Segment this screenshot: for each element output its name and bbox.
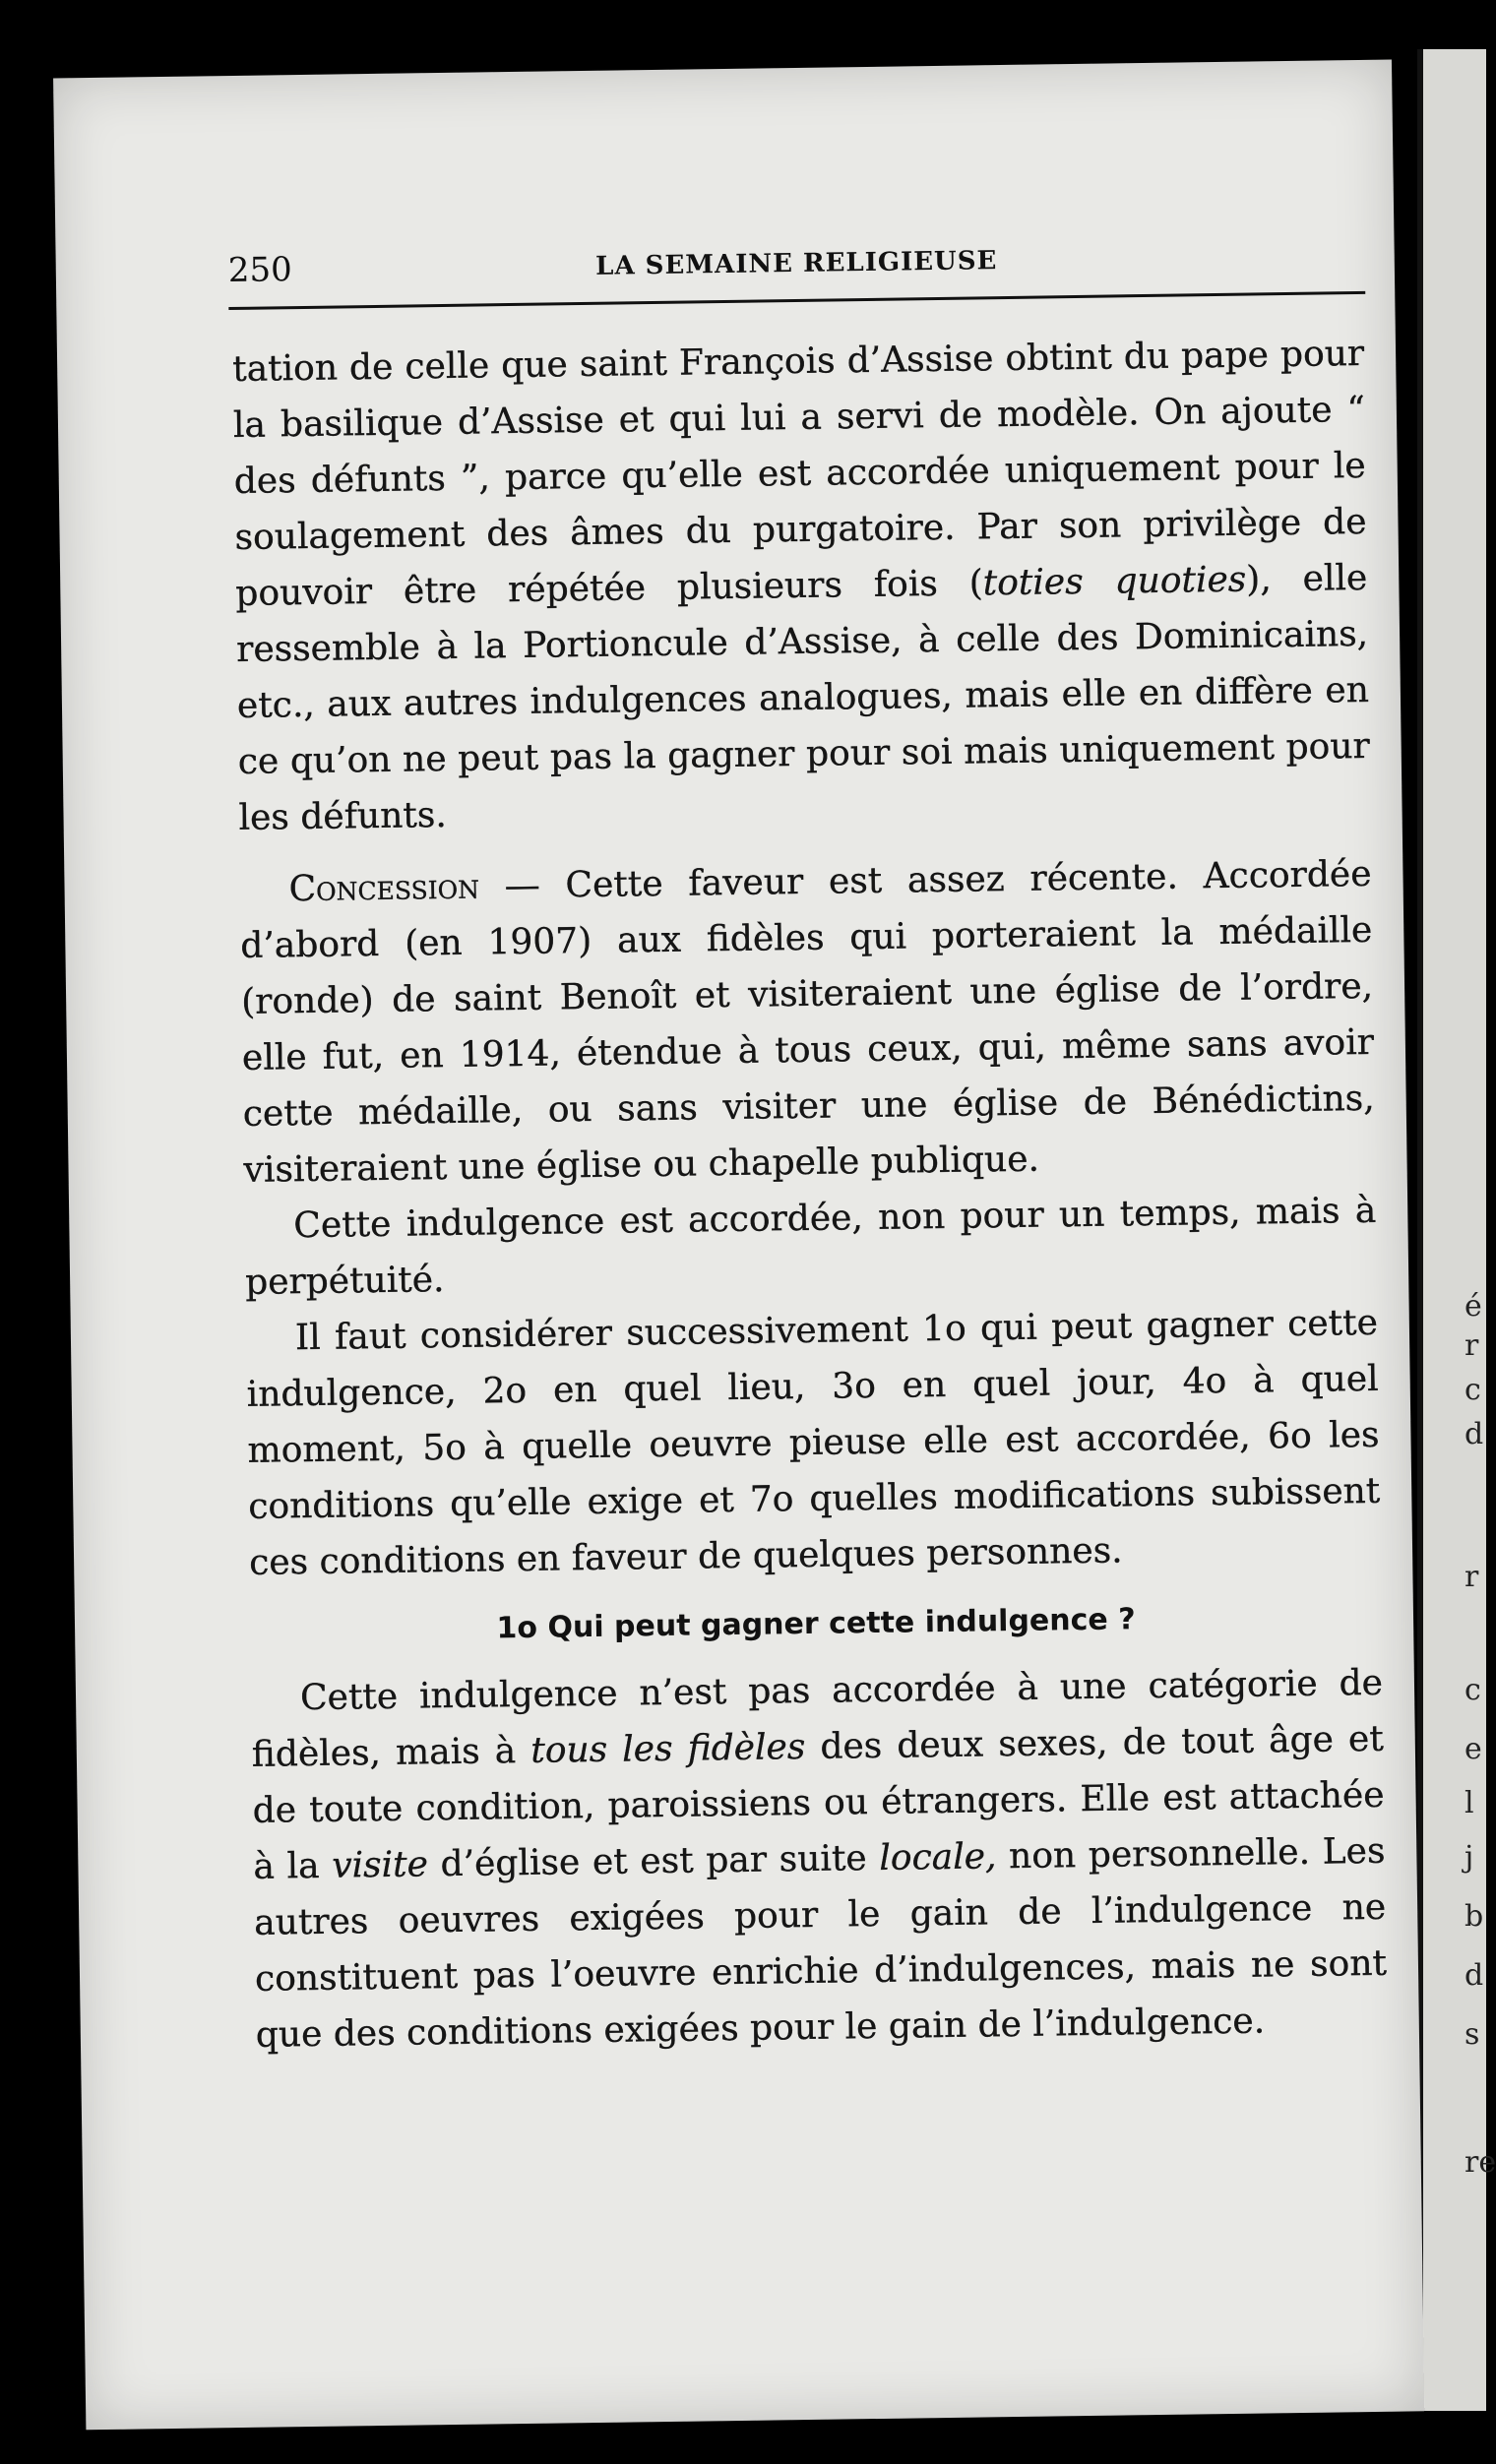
- section-heading: 1o Qui peut gagner cette indulgence ?: [496, 1602, 1136, 1646]
- italic-phrase: toties quoties: [982, 559, 1247, 604]
- running-head: LA SEMAINE RELIGIEUSE: [594, 246, 998, 281]
- page-body: [232, 326, 1388, 2064]
- italic-phrase: tous les fidèles: [530, 1726, 806, 1771]
- edge-letter: j: [1465, 1840, 1474, 1875]
- paragraph-text: non personnelle. Les autres oeuvres exigées pour le gain de l’indulgence ne constituent pas l’oeuvre enrichie d’indulgences, mais ne sont que des conditions exigées pour le gain de l’indulgence.: [253, 1830, 1388, 2056]
- paragraph-continuation: [232, 326, 1371, 846]
- edge-letter: s: [1465, 2017, 1480, 2052]
- edge-letter: d: [1465, 1958, 1484, 1993]
- section-label: Concession: [288, 866, 480, 910]
- paragraph-outline: Il faut considérer successivement 1o qui peut gagner cette indulgence, 2o en quel lieu, 3o en quel jour, 4o à quel moment, 5o à quelle oeuvre pieuse elle est accordée, 6o les conditions qu’elle exige et 7o quelles modifications subissent ces conditions en faveur de quelques personnes.: [246, 1302, 1381, 1583]
- edge-letter: re: [1465, 2145, 1496, 2180]
- edge-letter: c: [1465, 1373, 1481, 1407]
- paragraph-text: — Cette faveur est assez récente. Accordée d’abord (en 1907) aux fidèles qui porteraient la médaille (ronde) de saint Benoît et visiteraient une église de l’ordre, elle fut, en 1914, étendue à tous ceux, qui, même sans avoir cette médaille, ou sans visiter une église de Bénédictins, visiteraient une église ou chapelle publique.: [240, 853, 1375, 1191]
- page-number: 250: [227, 250, 292, 291]
- edge-letter: d: [1465, 1417, 1484, 1451]
- edge-letter: é: [1465, 1289, 1482, 1324]
- edge-letter: l: [1465, 1786, 1474, 1820]
- paragraph-text: Cette indulgence n’est pas accordée à une catégorie de fidèles, mais à: [251, 1662, 1384, 1775]
- paragraph-text: des deux sexes, de tout âge et de toute condition, paroissiens ou étrangers. Elle est attachée à la: [252, 1718, 1385, 1887]
- scanned-page: [53, 60, 1424, 2431]
- italic-phrase: locale,: [879, 1836, 997, 1879]
- italic-phrase: visite: [332, 1844, 429, 1886]
- paragraph-who: [251, 1655, 1388, 2064]
- page-header: [228, 235, 1366, 300]
- paragraph-perpetuity: Cette indulgence est accordée, non pour un temps, mais à perpétuité.: [244, 1190, 1377, 1303]
- paragraph-text: d’église et est par suite: [427, 1837, 880, 1885]
- edge-letter: r: [1465, 1560, 1479, 1594]
- edge-letter: e: [1465, 1732, 1482, 1766]
- adjacent-page-edge: [1417, 49, 1486, 2411]
- paragraph-concession: [239, 846, 1376, 1199]
- paragraph-text: ), elle ressemble à la Portioncule d’Assise, à celle des Dominicains, etc., aux autres indulgences analogues, mais elle en diffère en ce qu’on ne peut pas la gagner pour soi mais uniquement pour les défunts.: [235, 557, 1370, 838]
- edge-letter: b: [1465, 1899, 1484, 1934]
- edge-letter: c: [1465, 1673, 1481, 1707]
- paragraph-text: tation de celle que saint François d’Assise obtint du pape pour la basilique d’Assise et qui lui a servi de modèle. On ajoute “ des défunts ”, parce qu’elle est accordée uniquement pour le soulagement des âmes du purgatoire. Par son privilège de pouvoir être répétée plusieurs fois (: [231, 333, 1367, 614]
- edge-letter: r: [1465, 1328, 1479, 1363]
